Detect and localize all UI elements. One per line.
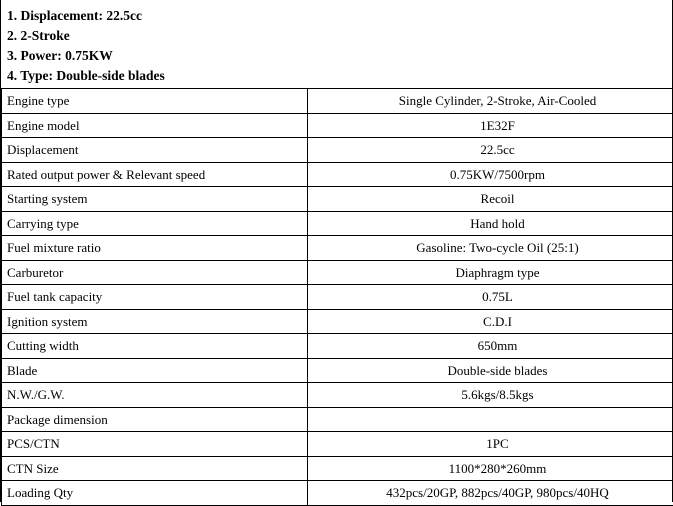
table-row — [2, 481, 673, 506]
table-row — [2, 211, 673, 236]
spec-value: 0.75KW/7500rpm — [308, 162, 673, 187]
table-row — [2, 456, 673, 481]
spec-value: Diaphragm type — [308, 260, 673, 285]
spec-value: C.D.I — [308, 309, 673, 334]
highlight-item: 3. Power: 0.75KW — [7, 46, 672, 66]
spec-value: 1100*280*260mm — [308, 456, 673, 481]
table-row — [2, 187, 673, 212]
spec-value: 5.6kgs/8.5kgs — [308, 383, 673, 408]
table-row — [2, 162, 673, 187]
table-row — [2, 236, 673, 261]
spec-label: CTN Size — [2, 456, 308, 481]
spec-label: Displacement — [2, 138, 308, 163]
spec-value: 1PC — [308, 432, 673, 457]
spec-value: Single Cylinder, 2-Stroke, Air-Cooled — [308, 89, 673, 114]
spec-value: Hand hold — [308, 211, 673, 236]
spec-label: Fuel mixture ratio — [2, 236, 308, 261]
table-row — [2, 89, 673, 114]
spec-label: Carburetor — [2, 260, 308, 285]
spec-label: N.W./G.W. — [2, 383, 308, 408]
spec-label: Carrying type — [2, 211, 308, 236]
table-row — [2, 113, 673, 138]
spec-label: Rated output power & Relevant speed — [2, 162, 308, 187]
table-row — [2, 285, 673, 310]
table-row — [2, 383, 673, 408]
table-row — [2, 260, 673, 285]
spec-label: Engine type — [2, 89, 308, 114]
spec-value: 650mm — [308, 334, 673, 359]
spec-value: Gasoline: Two-cycle Oil (25:1) — [308, 236, 673, 261]
spec-label: Ignition system — [2, 309, 308, 334]
spec-label: Loading Qty — [2, 481, 308, 506]
specification-table — [1, 88, 673, 506]
spec-value: Recoil — [308, 187, 673, 212]
highlight-item: 4. Type: Double-side blades — [7, 66, 672, 86]
spec-value — [308, 407, 673, 432]
spec-label: Package dimension — [2, 407, 308, 432]
spec-value: 1E32F — [308, 113, 673, 138]
spec-value: 22.5cc — [308, 138, 673, 163]
product-highlights — [1, 0, 672, 88]
table-row — [2, 407, 673, 432]
spec-label: PCS/CTN — [2, 432, 308, 457]
spec-value: 0.75L — [308, 285, 673, 310]
table-row — [2, 358, 673, 383]
table-row — [2, 309, 673, 334]
table-row — [2, 432, 673, 457]
highlight-item: 2. 2-Stroke — [7, 26, 672, 46]
spec-label: Starting system — [2, 187, 308, 212]
specification-table-body — [2, 89, 673, 506]
spec-label: Engine model — [2, 113, 308, 138]
spec-label: Fuel tank capacity — [2, 285, 308, 310]
table-row — [2, 138, 673, 163]
highlight-item: 1. Displacement: 22.5cc — [7, 6, 672, 26]
table-row — [2, 334, 673, 359]
spec-label: Blade — [2, 358, 308, 383]
spec-label: Cutting width — [2, 334, 308, 359]
spec-value: Double-side blades — [308, 358, 673, 383]
spec-value: 432pcs/20GP, 882pcs/40GP, 980pcs/40HQ — [308, 481, 673, 506]
